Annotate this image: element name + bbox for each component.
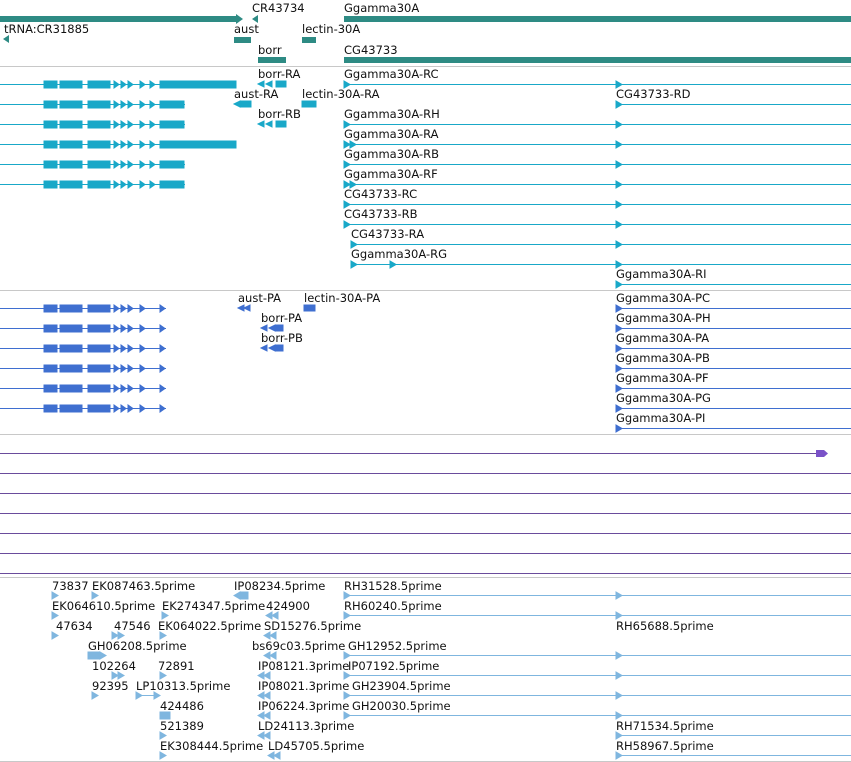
gene-glyph[interactable] [3,35,9,43]
gene-glyph[interactable] [344,57,851,63]
est-label[interactable]: bs69c03.5prime [252,639,346,653]
protein-label[interactable]: Ggamma30A-PC [616,291,711,305]
gene-label[interactable]: tRNA:CR31885 [4,22,90,36]
transcript-label[interactable]: CG43733-RB [344,207,418,221]
gene-glyph[interactable] [302,37,316,43]
transcript-label[interactable]: CG43733-RC [344,187,418,201]
est-label[interactable]: GH06208.5prime [88,639,187,653]
protein-label[interactable]: lectin-30A-PA [304,291,381,305]
est-label[interactable]: 47546 [114,619,151,633]
transcript-label[interactable]: borr-RA [258,67,301,81]
est-label[interactable]: RH31528.5prime [344,579,442,593]
est-label[interactable]: GH20030.5prime [352,699,451,713]
gene-glyph[interactable] [344,16,851,22]
gene-track-glyphs [0,0,851,66]
est-label[interactable]: IP06224.3prime [258,699,350,713]
est-label[interactable]: GH23904.5prime [352,679,451,693]
est-label[interactable]: 72891 [158,659,195,673]
protein-label[interactable]: borr-PA [261,311,303,325]
protein-label[interactable]: Ggamma30A-PH [616,311,711,325]
est-label[interactable]: IP08021.3prime [258,679,350,693]
est-label[interactable]: IP08234.5prime [234,579,326,593]
transcript-label[interactable]: borr-RB [258,107,301,121]
est-label[interactable]: EK064022.5prime [158,619,262,633]
est-label[interactable]: SD15276.5prime [264,619,362,633]
protein-label[interactable]: Ggamma30A-PA [616,331,710,345]
transcript-label[interactable]: Ggamma30A-RI [616,267,707,281]
transcript-label[interactable]: Ggamma30A-RF [344,167,438,181]
est-label[interactable]: EK064610.5prime [52,599,156,613]
gene-label[interactable]: aust [234,22,259,36]
protein-label[interactable]: Ggamma30A-PG [616,391,711,405]
transcript-label[interactable]: Ggamma30A-RH [344,107,440,121]
est-label[interactable]: RH71534.5prime [616,719,714,733]
transcript-label[interactable]: CG43733-RD [616,87,691,101]
est-label[interactable]: 521389 [160,719,204,733]
protein-track-glyphs [0,290,851,434]
est-label[interactable]: 102264 [92,659,136,673]
est-label[interactable]: 73837 [52,579,89,593]
gene-label[interactable]: CR43734 [252,1,305,15]
est-label[interactable]: EK274347.5prime [162,599,266,613]
gene-label[interactable]: Ggamma30A [344,1,420,15]
protein-label[interactable]: Ggamma30A-PB [616,351,710,365]
protein-label[interactable]: aust-PA [238,291,282,305]
gene-glyph[interactable] [234,37,251,43]
transcript-label[interactable]: aust-RA [234,87,279,101]
est-label[interactable]: EK308444.5prime [160,739,264,753]
alignment-glyph[interactable] [816,450,828,457]
est-label[interactable]: LD24113.3prime [258,719,355,733]
est-label[interactable]: IP08121.3prime [258,659,350,673]
gene-label[interactable]: borr [258,43,282,57]
protein-label[interactable]: Ggamma30A-PI [616,411,706,425]
gene-label[interactable]: CG43733 [344,43,398,57]
est-label[interactable]: EK087463.5prime [92,579,196,593]
transcript-label[interactable]: lectin-30A-RA [302,87,380,101]
gene-glyph[interactable] [258,57,286,63]
est-label[interactable]: LD45705.5prime [268,739,365,753]
est-label[interactable]: 47634 [56,619,93,633]
est-label[interactable]: IP07192.5prime [348,659,440,673]
est-label[interactable]: LP10313.5prime [136,679,231,693]
est-label[interactable]: RH58967.5prime [616,739,714,753]
transcript-label[interactable]: Ggamma30A-RA [344,127,439,141]
est-label[interactable]: RH60240.5prime [344,599,442,613]
transcript-label[interactable]: Ggamma30A-RG [351,247,448,261]
transcript-label[interactable]: Ggamma30A-RB [344,147,439,161]
est-label[interactable]: RH65688.5prime [616,619,714,633]
protein-label[interactable]: Ggamma30A-PF [616,371,709,385]
gene-label[interactable]: lectin-30A [302,22,361,36]
protein-label[interactable]: borr-PB [261,331,303,345]
est-label[interactable]: 92395 [92,679,129,693]
est-label[interactable]: GH12952.5prime [348,639,447,653]
transcript-label[interactable]: CG43733-RA [351,227,425,241]
est-label[interactable]: 424900 [266,599,310,613]
est-label[interactable]: 424486 [160,699,204,713]
alignment-track-glyphs [0,434,851,577]
transcript-label[interactable]: Ggamma30A-RC [344,67,439,81]
